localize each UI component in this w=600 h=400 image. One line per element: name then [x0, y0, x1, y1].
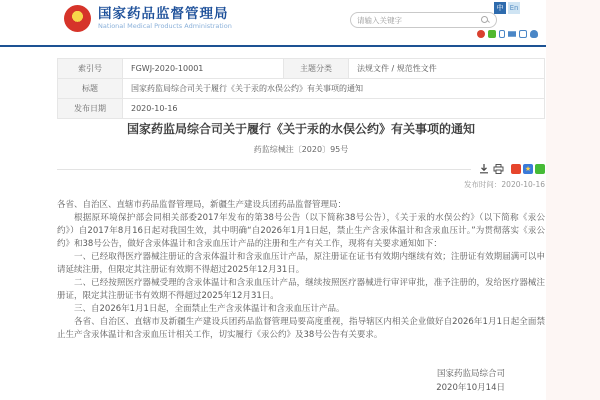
- download-icon[interactable]: [479, 164, 489, 174]
- print-icon[interactable]: [493, 164, 504, 174]
- share-buttons: [511, 164, 545, 174]
- search-box: [350, 12, 497, 28]
- page-title: 国家药监局综合司关于履行《关于汞的水俣公约》有关事项的通知: [126, 122, 475, 136]
- logo-text: [98, 7, 232, 31]
- weibo-icon[interactable]: [477, 30, 485, 38]
- meta-index-label: 索引号: [58, 59, 123, 79]
- share-favorite-icon[interactable]: ★: [524, 164, 532, 173]
- signature-block: [57, 367, 505, 395]
- mobile-icon[interactable]: [499, 30, 505, 38]
- national-emblem-icon: ★: [64, 5, 91, 32]
- paragraph: 根据原环境保护部会同相关部委2017年发布的第38号公告（以下简称38号公告），《关于汞的水俣公约》（以下简称《汞公约》）自2017年8月16日起对我国生效，其中明确“自2026年1月1日起，禁止生产含汞体温计和含汞血压计。”为贯彻落实《汞公约》和38号公告，做好含汞体温计和含汞血压计产品的注册和生产有关工作，现将有关要求通知如下：: [57, 213, 545, 249]
- paragraph: 各省、自治区、直辖市及新疆生产建设兵团药品监督管理局要高度重视，指导辖区内相关企业做好自2026年1月1日起全面禁止生产含汞体温计和含汞血压计相关工作，切实履行《汞公约》及38号公告有关要求。: [57, 317, 545, 340]
- site-subtitle: National Medical Products Administration: [98, 21, 232, 30]
- site-title: 国家药品监督管理局: [98, 5, 229, 22]
- message-icon[interactable]: [519, 30, 527, 38]
- email-icon[interactable]: [508, 30, 516, 38]
- meta-index-value: FGWJ-2020-10001: [123, 59, 284, 79]
- meta-title-value: 国家药监局综合司关于履行《关于汞的水俣公约》有关事项的通知: [123, 79, 545, 99]
- site-logo[interactable]: [64, 5, 232, 32]
- meta-title-label: 标题: [58, 79, 123, 99]
- share-weibo-icon[interactable]: [511, 164, 521, 174]
- user-icon[interactable]: [530, 30, 538, 38]
- table-row: [58, 59, 545, 79]
- document-number: 药监综械注〔2020〕95号: [253, 145, 349, 154]
- table-row: [58, 99, 545, 119]
- paragraph: 三、自2026年1月1日起，全面禁止生产含汞体温计和含汞血压计产品。: [74, 304, 345, 314]
- toolbar-divider: [57, 169, 471, 170]
- wechat-icon[interactable]: [488, 30, 496, 38]
- meta-date-label: 发布日期: [58, 99, 123, 119]
- article-body: [57, 199, 545, 342]
- lang-zh-button[interactable]: 中: [494, 2, 506, 14]
- salutation: 各省、自治区、直辖市药品监督管理局，新疆生产建设兵团药品监督管理局：: [57, 200, 347, 210]
- search-input[interactable]: [357, 16, 481, 25]
- lang-en-button[interactable]: En: [509, 4, 519, 12]
- header-quick-links: [477, 30, 538, 38]
- article-toolbar: [57, 163, 545, 175]
- signature-date: 2020年10月14日: [436, 383, 505, 393]
- search-icon[interactable]: [481, 16, 490, 25]
- meta-category-label: 主题分类: [284, 59, 349, 79]
- language-switch: [494, 2, 520, 14]
- document-meta-table: [57, 58, 545, 119]
- paragraph: 二、已经按照医疗器械受理的含汞体温计和含汞血压计产品，继续按照医疗器械进行审评审批，准予注册的，发给医疗器械注册证，限定其注册证书有效期不得超过2025年12月31日。: [57, 278, 545, 301]
- publish-time: 发布时间：2020-10-16: [463, 180, 545, 189]
- meta-date-value: 2020-10-16: [123, 99, 545, 119]
- meta-category-value: 法规文件 / 规范性文件: [349, 59, 545, 79]
- table-row: [58, 79, 545, 99]
- signature-org: 国家药监局综合司: [436, 369, 505, 379]
- paragraph: 一、已经取得医疗器械注册证的含汞体温计和含汞血压计产品，原注册证在证书有效期内继续有效；注册证有效期届满可以申请延续注册，但限定其注册证有效期不得超过2025年12月31日。: [57, 252, 545, 275]
- site-header: [0, 0, 546, 47]
- share-wechat-icon[interactable]: [535, 164, 545, 174]
- article: [57, 121, 545, 395]
